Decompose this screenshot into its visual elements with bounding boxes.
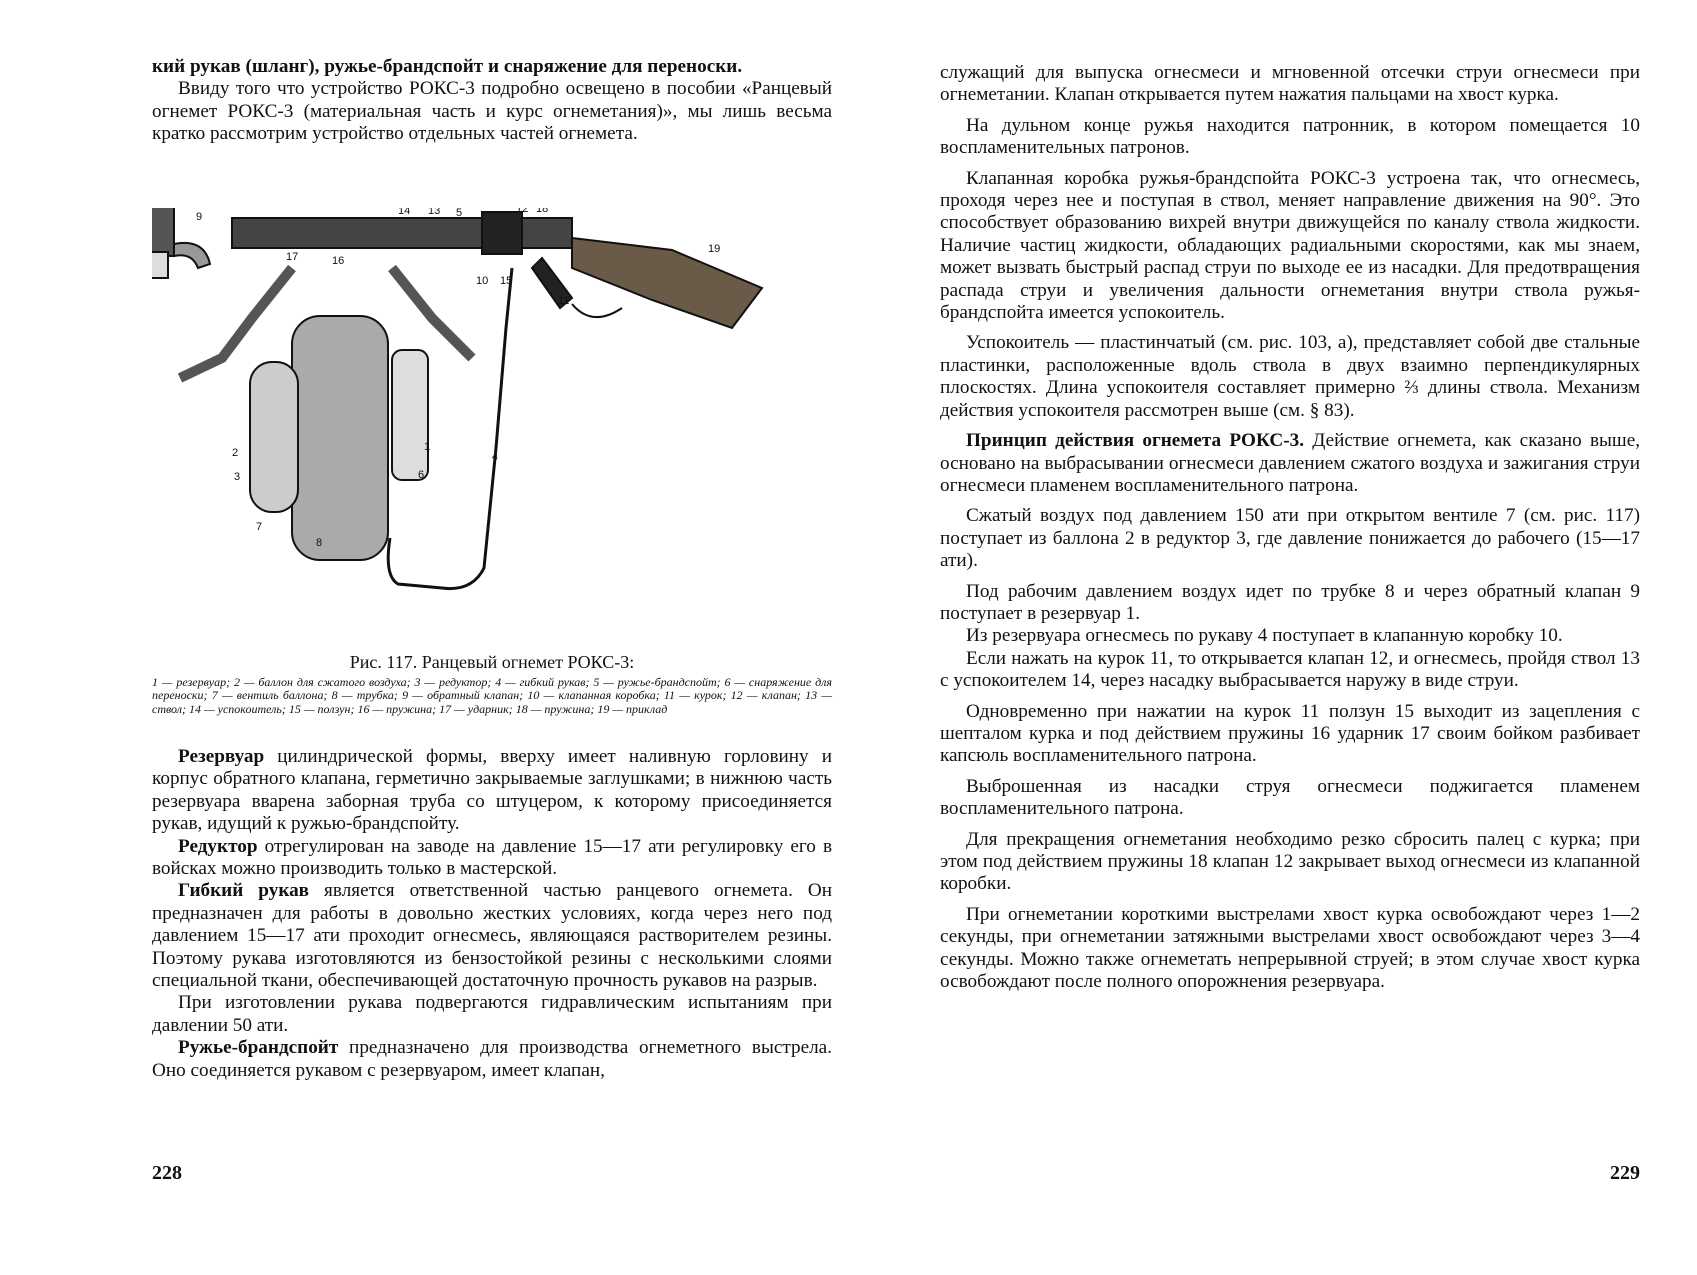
callout-8: 8 [316,537,323,549]
paragraph-modes: При огнеметании короткими выстрелами хвост курка освобождают через 1—2 секунды, при огнеметании затяжными выстрелами хвост освобождают через 3—4 секунды. Можно также огнеметать непрерывной струей; в этом случае хвост курка освобождают после полного опорожнения резервуара. [940,903,1640,993]
flamethrower-drawing [152,208,832,648]
callout-17: 17 [286,251,299,263]
callout-3: 3 [234,471,241,483]
callout-4: 4 [492,451,499,463]
section-term: Редуктор [178,835,258,857]
callout-18: 18 [536,208,549,215]
callout-5: 5 [456,208,463,219]
right-body [940,62,1640,993]
tank-drawing [292,316,388,560]
stock-drawing [572,238,762,328]
section-text: цилиндрической формы, вверху имеет наливную горловину и корпус обратного клапана, герметично закрываемые заглушками; в нижнюю часть резервуара вварена заборная труба со штуцером, к которому присоединяется рукав, идущий к ружью-брандспойту. [152,746,832,835]
left-body [152,746,832,1082]
paragraph-chamber: На дульном конце ружья находится патронник, в котором помещается 10 воспламенительных патронов. [940,114,1640,159]
paragraph-striker: Одновременно при нажатии на курок 11 ползун 15 выходит из зацепления с шепталом курка и под действием пружины 16 ударник 17 своим бойком разбивает капсюль воспламенительного патрона. [940,700,1640,767]
principle-text: Действие огнемета, как сказано выше, основано на выбрасывании огнесмеси давлением сжатого воздуха и зажигания струи огнесмеси пламенем воспламенительного патрона. [940,430,1641,496]
principle-term: Принцип действия огнемета РОКС-3. [966,430,1305,452]
callout-14: 14 [398,208,411,217]
section-hose-testing [152,992,832,1037]
callout-2: 2 [232,447,239,459]
paragraph-trigger: Если нажать на курок 11, то открывается клапан 12, и огнесмесь, пройдя ствол 13 с успокоителем 14, через насадку выбрасывается наружу в виде струи. [940,647,1640,692]
callout-13: 13 [428,208,441,217]
section-reservoir [152,746,832,836]
page-number-left: 228 [152,1162,182,1184]
callout-1: 1 [424,441,431,453]
section-text: При изготовлении рукава подвергаются гидравлическим испытаниям при давлении 50 ати. [152,992,832,1036]
section-text: отрегулирован на заводе на давление 15—17 ати регулировку его в войсках можно производить только в мастерской. [152,835,832,880]
right-strap-drawing [392,268,472,358]
check-valve-drawing [152,208,174,256]
callout-7: 7 [256,521,263,533]
paragraph-pressure: Под рабочим давлением воздух идет по трубке 8 и через обратный клапан 9 поступает в резервуар 1. [940,580,1640,624]
section-term: Гибкий рукав [178,880,310,902]
figure-caption-title: Рис. 117. Ранцевый огнемет РОКС-3: [349,652,635,672]
page-number-right: 229 [1610,1162,1640,1184]
paragraph-mixture: Из резервуара огнесмесь по рукаву 4 поступает в клапанную коробку 10. [966,625,1563,647]
paragraph-ignition: Выброшенная из насадки струя огнесмеси поджигается пламенем воспламенительного патрона. [940,775,1640,820]
callout-10: 10 [476,275,489,287]
intro-continuation-text: кий рукав (шланг), ружье-брандспойт и снаряжение для переноски. [152,56,743,77]
section-term: Резервуар [178,746,265,767]
flamethrower-figure [152,208,832,648]
section-hose [152,880,832,992]
section-term: Ружье-брандспойт [178,1037,339,1059]
callout-9: 9 [196,211,203,223]
section-gun [152,1037,832,1082]
paragraph-valve-box: Клапанная коробка ружья-брандспойта РОКС-3 устроена так, что огнесмесь, проходя через нее и поступая в ствол, меняет направление движения на 90°. Это способствует образованию вихрей внутри движущейся по каналу ствола жидкости. Наличие частиц жидкости, обладающих радиальными скоростями, как мы знаем, может вызвать быстрый распад струи по выходе ее из насадки. Для предотвращения распада струи и увеличения дальности огнеметания внутри ствола ружья-брандспойта имеется успокоитель. [940,167,1640,324]
intro-continuation [152,56,832,78]
paragraph-air: Сжатый воздух под давлением 150 ати при открытом вентиле 7 (см. рис. 117) поступает из баллона 2 в редуктор 3, где давление понижается до рабочего (15—17 ати). [940,505,1640,572]
paragraph-principle [940,430,1640,497]
left-intro [152,56,832,146]
callout-19: 19 [708,243,721,255]
paragraph-valve: служащий для выпуска огнесмеси и мгновенной отсечки струи огнесмеси при огнеметании. Клапан открывается путем нажатия пальцами на хвост курка. [940,62,1640,106]
paragraph-stop: Для прекращения огнеметания необходимо резко сбросить палец с курка; при этом под действием пружины 18 клапан 12 закрывает выход огнесмеси из клапанной коробки. [940,828,1640,895]
intro-paragraph: Ввиду того что устройство РОКС-3 подробно освещено в пособии «Ранцевый огнемет РОКС-3 (материальная часть и курс огнеметания)», мы лишь весьма кратко рассмотрим устройство отдельных частей огнемета. [152,78,832,145]
section-text: является ответственной частью ранцевого огнемета. Он предназначен для работы в довольно жестких условиях, когда через него под давлением 15—17 ати проходит огнесмесь, являющаяся растворителем резины. Поэтому рукава изготовляются из бензостойкой резины с несколькими слоями специальной ткани, обеспечивающей достаточную прочность рукавов на разрыв. [152,880,832,992]
paragraph-calmer: Успокоитель — пластинчатый (см. рис. 103, а), представляет собой две стальные пластинки, расположенные вдоль ствола в двух взаимно перпендикулярных плоскостях. Длина успокоителя составляет примерно ⅔ длины ствола. Механизм действия успокоителя рассмотрен выше (см. § 83). [940,332,1640,421]
callout-16: 16 [332,255,345,267]
section-text: предназначено для производства огнеметного выстрела. Оно соединяется рукавом с резервуаром, имеет клапан, [152,1037,832,1081]
callout-15: 15 [500,275,513,287]
section-reducer [152,836,832,881]
callout-11: 11 [558,295,570,307]
callout-12: 12 [516,208,529,215]
callout-6: 6 [418,469,425,481]
figure-caption-legend: 1 — резервуар; 2 — баллон для сжатого воздуха; 3 — редуктор; 4 — гибкий рукав; 5 — ружье-брандспойт; 6 — снаряжение для переноски; 7 — вентиль баллона; 8 — трубка; 9 — обратный клапан; 10 — клапанная коробка; 11 — курок; 12 — клапан; 13 — ствол; 14 — успокоитель; 15 — ползун; 16 — пружина; 17 — ударник; 18 — пружина; 19 — приклад [152,675,832,716]
air-cylinder-drawing [250,362,298,512]
